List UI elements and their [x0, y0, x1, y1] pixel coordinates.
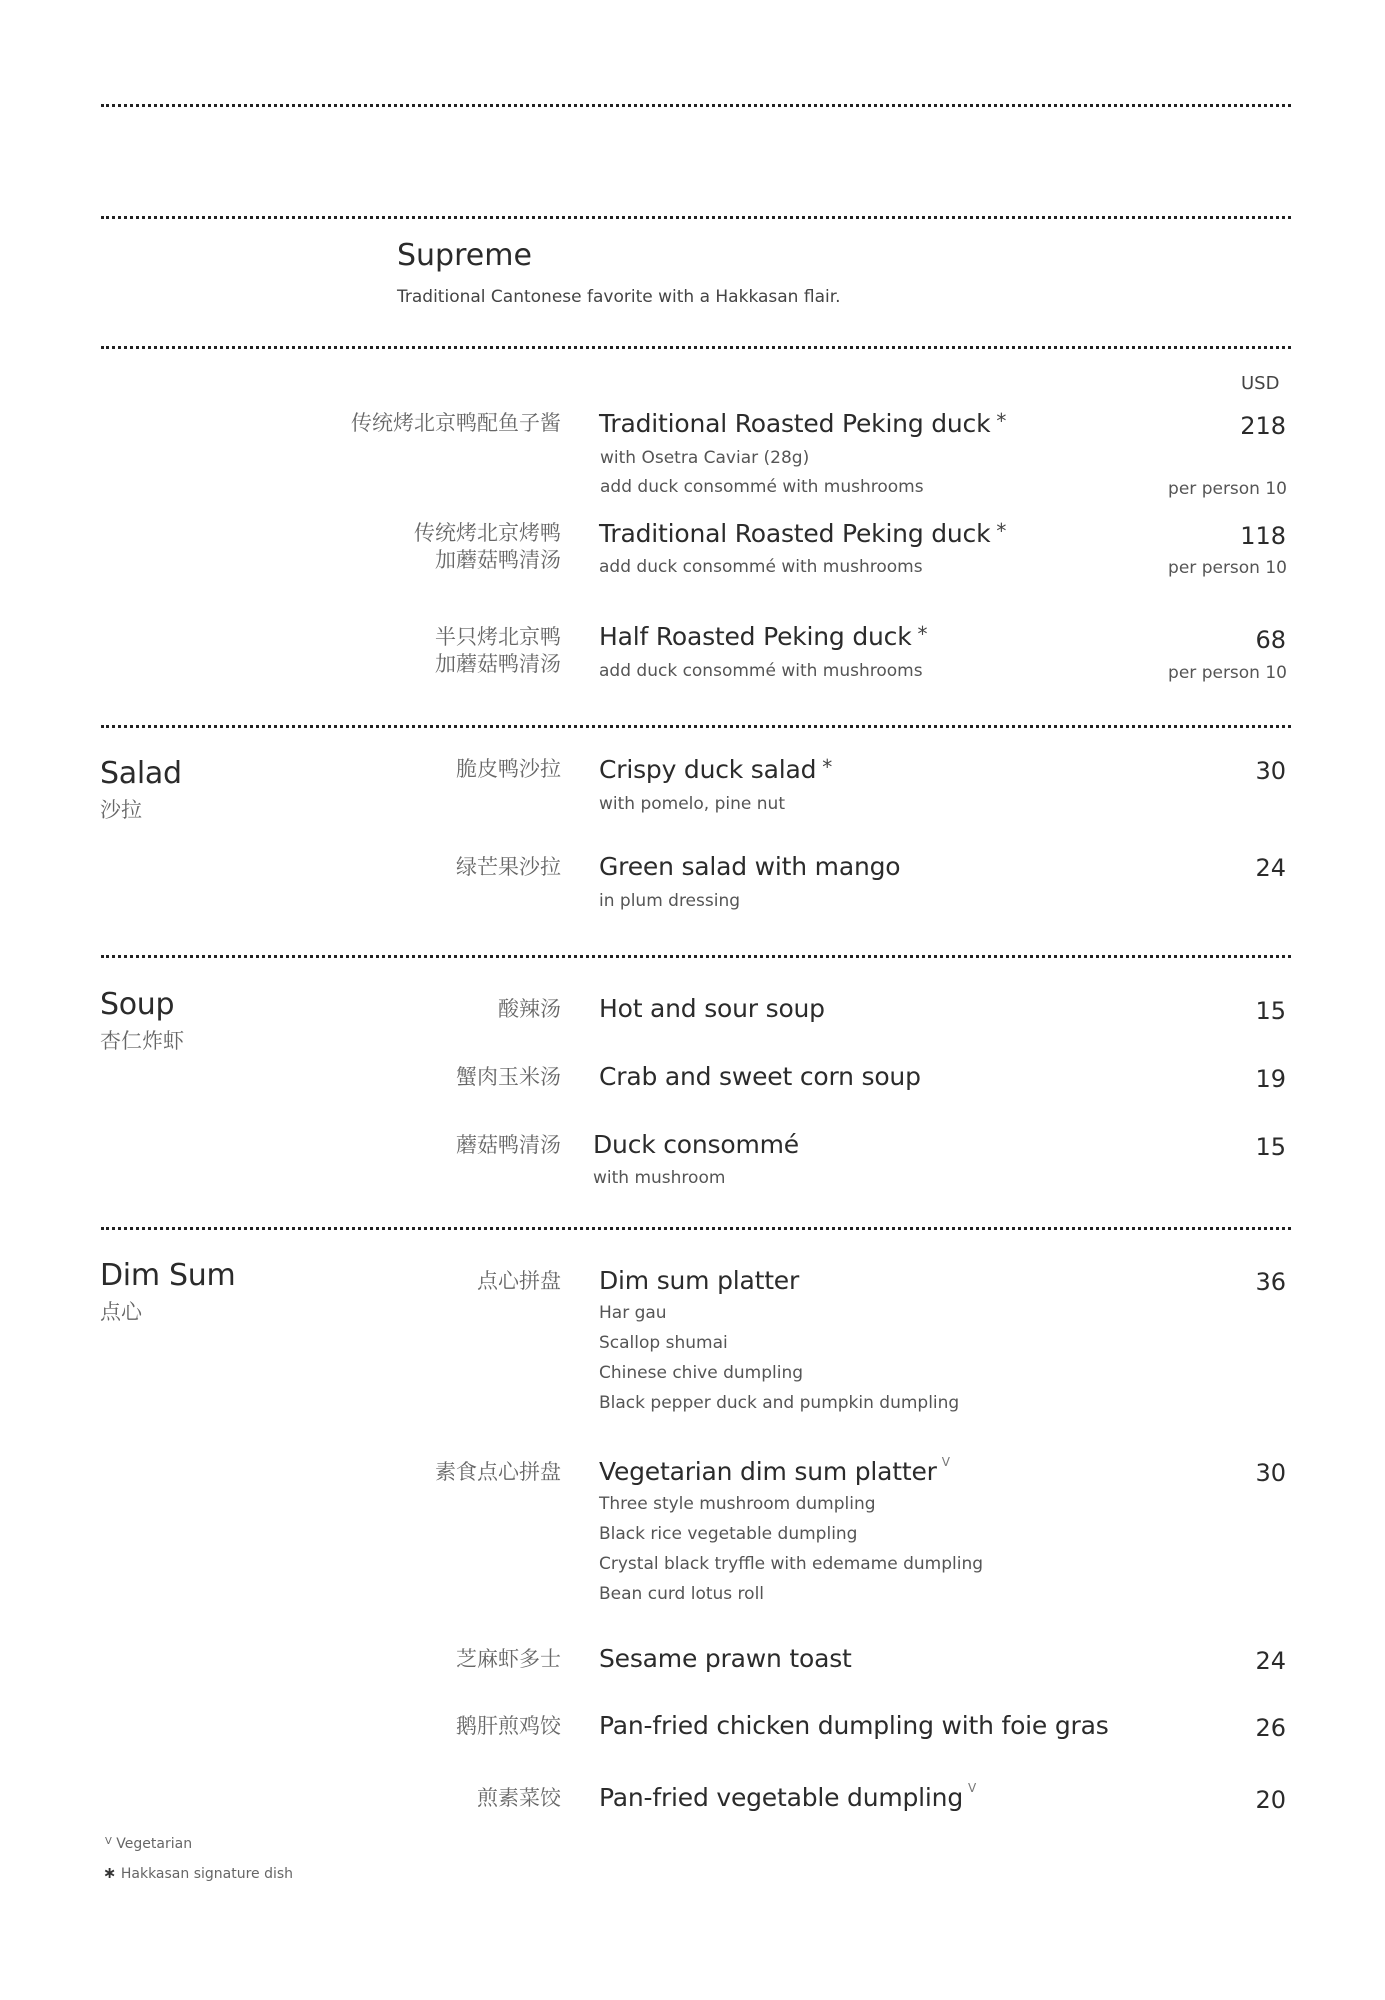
- dish-description: in plum dressing: [599, 891, 741, 911]
- dish-name-text: Traditional Roasted Peking duck: [599, 519, 991, 548]
- divider: [101, 104, 1291, 107]
- section-title-dim-sum: Dim Sum: [100, 1258, 236, 1293]
- signature-mark: *: [917, 622, 928, 646]
- list-item: Black pepper duck and pumpkin dumpling: [599, 1393, 960, 1413]
- list-item: Three style mushroom dumpling: [599, 1494, 876, 1514]
- list-item: Har gau: [599, 1303, 667, 1323]
- section-chinese-dim-sum: 点心: [100, 1300, 142, 1324]
- dish-chinese-name: 点心拼盘: [477, 1269, 561, 1293]
- dish-price: 26: [1255, 1714, 1286, 1742]
- dish-name: [599, 409, 1006, 438]
- vegetarian-mark: V: [941, 1455, 950, 1469]
- dish-price: 30: [1255, 757, 1286, 785]
- dish-chinese-name-line2: 加蘑菇鸭清汤: [435, 652, 561, 676]
- vegetarian-mark: V: [968, 1781, 977, 1795]
- dish-chinese-name: 蟹肉玉米汤: [456, 1065, 561, 1089]
- list-item: Bean curd lotus roll: [599, 1584, 765, 1604]
- dish-name: [599, 1457, 950, 1486]
- addon-price: per person 10: [1168, 479, 1287, 499]
- dish-name: Sesame prawn toast: [599, 1644, 852, 1673]
- vegetarian-mark: V: [105, 1836, 112, 1847]
- dish-description: with pomelo, pine nut: [599, 794, 785, 814]
- dish-chinese-name: 传统烤北京鸭配鱼子酱: [351, 411, 561, 435]
- section-title-salad: Salad: [100, 756, 182, 791]
- dish-name: Hot and sour soup: [599, 994, 825, 1023]
- addon-price: per person 10: [1168, 663, 1287, 683]
- dish-chinese-name: 传统烤北京烤鸭: [414, 521, 561, 545]
- dish-name-text: Traditional Roasted Peking duck: [599, 409, 991, 438]
- dish-addon: add duck consommé with mushrooms: [599, 557, 923, 577]
- dish-chinese-name: 鹅肝煎鸡饺: [456, 1714, 561, 1738]
- legend-signature-text: Hakkasan signature dish: [120, 1866, 294, 1882]
- list-item: Crystal black tryffle with edemame dumpling: [599, 1554, 984, 1574]
- dish-chinese-name: 煎素菜饺: [477, 1786, 561, 1810]
- dish-price: 218: [1240, 412, 1286, 440]
- list-item: Scallop shumai: [599, 1333, 728, 1353]
- dish-chinese-name: 素食点心拼盘: [435, 1460, 561, 1484]
- supreme-title: Supreme: [397, 238, 532, 273]
- list-item: Black rice vegetable dumpling: [599, 1524, 858, 1544]
- dish-chinese-name: 芝麻虾多士: [456, 1647, 561, 1671]
- dish-addon: add duck consommé with mushrooms: [599, 661, 923, 681]
- dish-name: Pan-fried chicken dumpling with foie gras: [599, 1711, 1109, 1740]
- dish-price: 36: [1255, 1268, 1286, 1296]
- dish-price: 30: [1255, 1459, 1286, 1487]
- dish-price: 15: [1255, 1133, 1286, 1161]
- platter-list: [599, 1298, 959, 1418]
- dish-name: [599, 755, 832, 784]
- dish-chinese-name: 蘑菇鸭清汤: [456, 1133, 561, 1157]
- signature-mark: ∗: [103, 1863, 117, 1882]
- dish-chinese-name: 脆皮鸭沙拉: [456, 757, 561, 781]
- dish-name-text: Pan-fried vegetable dumpling: [599, 1783, 963, 1812]
- list-item: Chinese chive dumpling: [599, 1363, 804, 1383]
- dish-price: 20: [1255, 1786, 1286, 1814]
- dish-name: Green salad with mango: [599, 852, 901, 881]
- signature-mark: *: [822, 755, 833, 779]
- addon-price: per person 10: [1168, 558, 1287, 578]
- dish-chinese-name: 酸辣汤: [498, 997, 561, 1021]
- dish-name-text: Half Roasted Peking duck: [599, 622, 912, 651]
- divider: [101, 1227, 1291, 1230]
- legend-vegetarian: [105, 1836, 192, 1852]
- signature-mark: *: [996, 409, 1007, 433]
- section-title-soup: Soup: [100, 987, 175, 1022]
- divider: [101, 725, 1291, 728]
- dish-name: [599, 1783, 976, 1812]
- supreme-subtitle: Traditional Cantonese favorite with a Hakkasan flair.: [397, 287, 841, 307]
- dish-description: with mushroom: [593, 1168, 726, 1188]
- section-chinese-salad: 沙拉: [100, 798, 142, 822]
- dish-name: Dim sum platter: [599, 1266, 800, 1295]
- dish-name: Crab and sweet corn soup: [599, 1062, 921, 1091]
- dish-name: [599, 519, 1006, 548]
- signature-mark: *: [996, 519, 1007, 543]
- dish-price: 19: [1255, 1065, 1286, 1093]
- dish-name-text: Crispy duck salad: [599, 755, 817, 784]
- dish-chinese-name: 绿芒果沙拉: [456, 855, 561, 879]
- legend-signature: [103, 1863, 293, 1882]
- dish-name: Duck consommé: [593, 1130, 799, 1159]
- dish-price: 68: [1255, 626, 1286, 654]
- dish-price: 15: [1255, 997, 1286, 1025]
- section-chinese-soup: 杏仁炸虾: [100, 1029, 184, 1053]
- currency-label: USD: [1241, 373, 1280, 394]
- dish-price: 24: [1255, 854, 1286, 882]
- dish-name-text: Vegetarian dim sum platter: [599, 1457, 937, 1486]
- dish-price: 24: [1255, 1647, 1286, 1675]
- dish-chinese-name-line2: 加蘑菇鸭清汤: [435, 548, 561, 572]
- dish-price: 118: [1240, 522, 1286, 550]
- divider: [101, 216, 1291, 219]
- legend-vegetarian-text: Vegetarian: [116, 1836, 193, 1852]
- dish-addon: add duck consommé with mushrooms: [600, 477, 924, 497]
- dish-name: [599, 622, 927, 651]
- dish-chinese-name: 半只烤北京鸭: [435, 625, 561, 649]
- divider: [101, 955, 1291, 958]
- platter-list: [599, 1489, 983, 1609]
- dish-description: with Osetra Caviar (28g): [600, 448, 810, 468]
- divider: [101, 346, 1291, 349]
